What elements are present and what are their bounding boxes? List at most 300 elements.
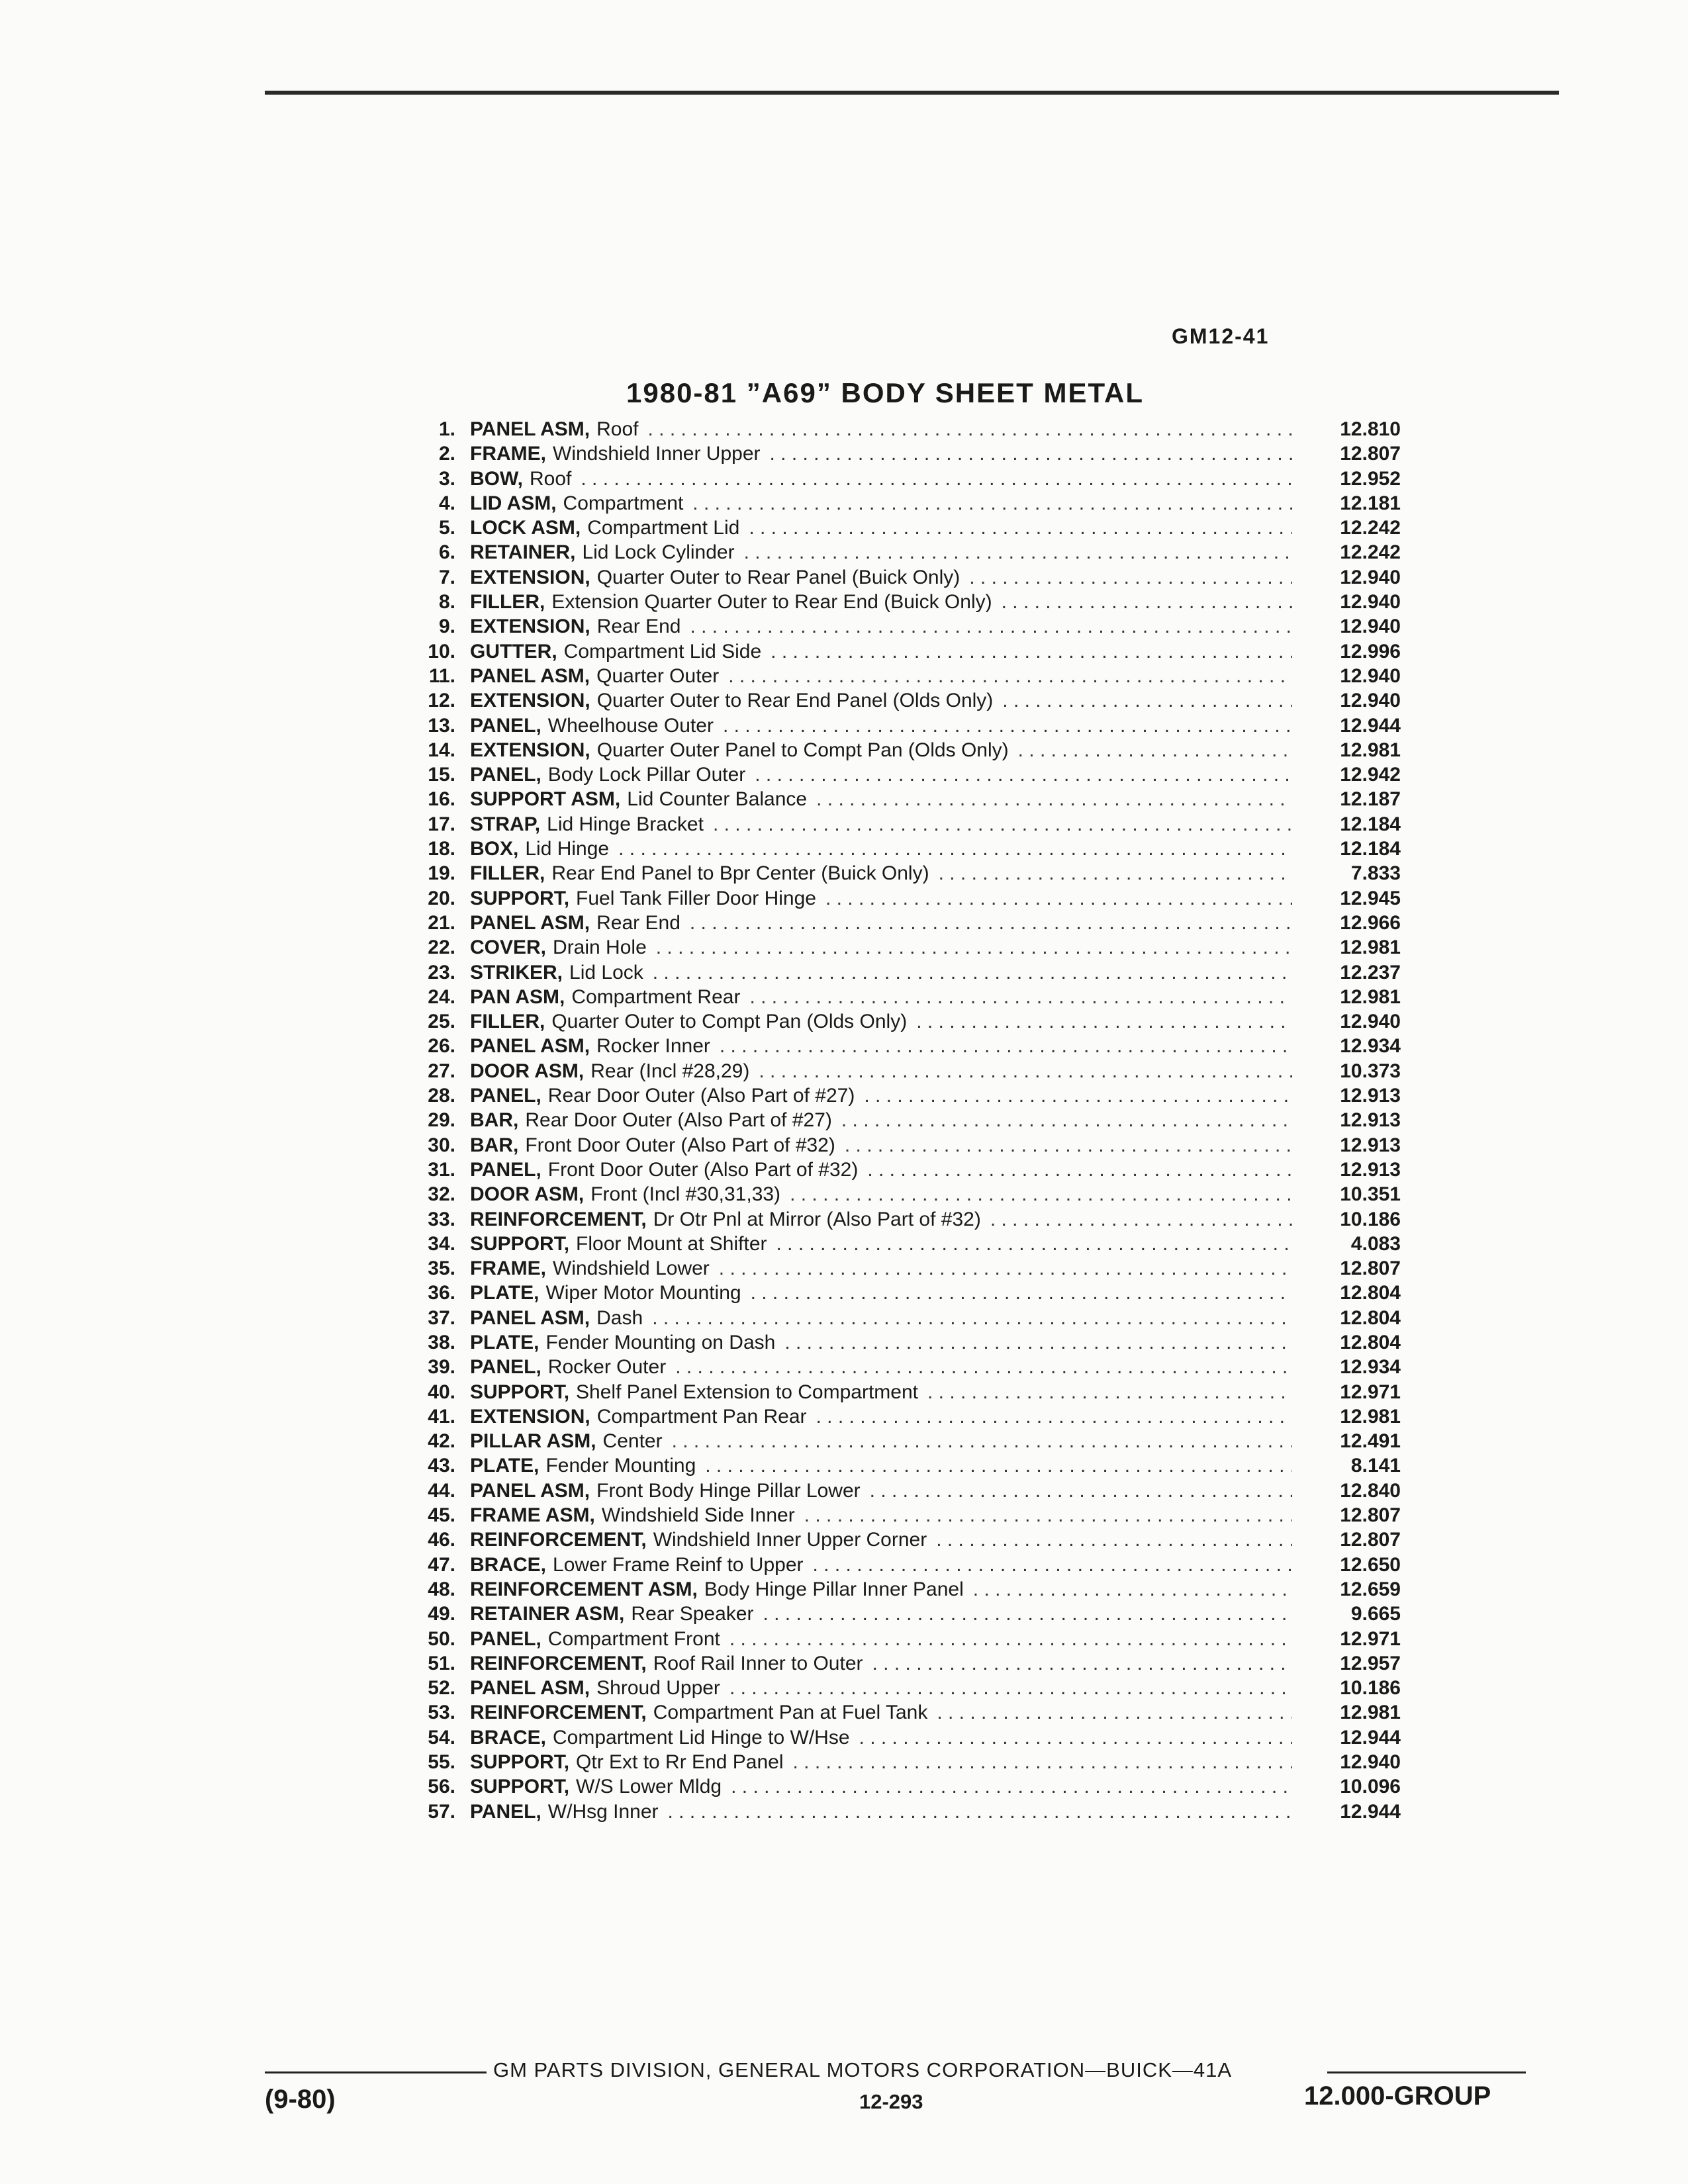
dot-leader	[784, 1330, 1292, 1355]
part-name: PANEL,	[470, 1158, 541, 1181]
part-number: 6.	[438, 541, 455, 564]
group-number: 12.971	[1340, 1627, 1401, 1650]
part-number: 38.	[428, 1331, 455, 1353]
part-name: REINFORCEMENT,	[470, 1702, 647, 1724]
part-name: BAR,	[470, 1134, 519, 1156]
part-number: 16.	[428, 788, 455, 811]
part-name: PANEL,	[470, 1085, 541, 1107]
part-number: 22.	[428, 936, 455, 959]
group-number: 12.807	[1340, 1257, 1401, 1280]
part-description: Roof	[596, 418, 639, 440]
group-number: 12.944	[1340, 1726, 1401, 1749]
part-name: PANEL ASM,	[470, 1677, 590, 1700]
part-description: Windshield Inner Upper	[553, 443, 761, 465]
parts-list	[410, 417, 1401, 1824]
part-name: GUTTER,	[470, 640, 557, 662]
group-number: 12.981	[1340, 985, 1401, 1008]
part-description: Quarter Outer Panel to Compt Pan (Olds Only)	[596, 739, 1009, 761]
part-number: 14.	[428, 739, 455, 761]
group-number: 12.996	[1340, 640, 1401, 662]
part-name: EXTENSION,	[470, 566, 590, 588]
part-row	[410, 1404, 1401, 1429]
part-row	[410, 1232, 1401, 1256]
footer-rule-left	[265, 2071, 487, 2073]
part-description: Wiper Motor Mounting	[545, 1282, 741, 1304]
dot-leader	[653, 960, 1292, 985]
group-number: 12.804	[1340, 1282, 1401, 1304]
group-number: 12.945	[1340, 887, 1401, 909]
part-name: PANEL ASM,	[470, 418, 590, 440]
group-number: 12.237	[1340, 961, 1401, 983]
part-name: REINFORCEMENT,	[470, 1529, 647, 1551]
part-description: Lower Frame Reinf to Upper	[553, 1553, 804, 1576]
dot-leader	[731, 1774, 1292, 1799]
part-description: Rocker Outer	[547, 1356, 667, 1379]
part-row	[410, 1133, 1401, 1158]
footer-date: (9-80)	[265, 2085, 336, 2114]
part-name: RETAINER ASM,	[470, 1603, 625, 1625]
group-number: 12.187	[1340, 788, 1401, 811]
part-row	[410, 1774, 1401, 1799]
part-name: REINFORCEMENT,	[470, 1652, 647, 1674]
group-number: 12.659	[1340, 1578, 1401, 1600]
part-number: 19.	[428, 862, 455, 885]
part-description: Shelf Panel Extension to Compartment	[576, 1381, 918, 1403]
part-number: 40.	[428, 1381, 455, 1403]
dot-leader	[656, 935, 1292, 960]
part-description: Extension Quarter Outer to Rear End (Buick Only)	[551, 591, 992, 614]
part-description: Windshield Side Inner	[601, 1504, 795, 1527]
part-row	[410, 590, 1401, 614]
part-name: PLATE,	[470, 1331, 539, 1353]
group-number: 12.184	[1340, 813, 1401, 835]
part-number: 51.	[428, 1652, 455, 1674]
group-number: 12.981	[1340, 1702, 1401, 1724]
part-row	[410, 1306, 1401, 1330]
part-description: Shroud Upper	[596, 1677, 720, 1700]
dot-leader	[776, 1232, 1293, 1256]
group-number: 12.807	[1340, 1504, 1401, 1527]
part-description: Dash	[596, 1306, 643, 1329]
dot-leader	[690, 614, 1292, 639]
part-description: Compartment Pan at Fuel Tank	[653, 1702, 928, 1724]
footer-group: 12.000-GROUP	[1304, 2081, 1491, 2111]
dot-leader	[720, 1034, 1292, 1058]
part-row	[410, 1429, 1401, 1453]
part-row	[410, 837, 1401, 861]
part-number: 57.	[428, 1800, 455, 1823]
group-number: 12.940	[1340, 664, 1401, 687]
part-name: BRACE,	[470, 1553, 547, 1576]
group-number: 12.981	[1340, 1405, 1401, 1428]
part-name: BRACE,	[470, 1726, 547, 1749]
part-number: 44.	[428, 1479, 455, 1502]
dot-leader	[749, 516, 1292, 540]
part-name: PANEL,	[470, 1800, 541, 1823]
part-row	[410, 713, 1401, 738]
group-number: 12.940	[1340, 1751, 1401, 1774]
dot-leader	[749, 985, 1292, 1009]
part-row	[410, 688, 1401, 713]
part-name: BOW,	[470, 467, 523, 490]
part-row	[410, 1355, 1401, 1379]
part-description: Rear End Panel to Bpr Center (Buick Only)	[551, 862, 929, 885]
dot-leader	[1002, 688, 1292, 713]
dot-leader	[771, 639, 1292, 664]
part-row	[410, 1479, 1401, 1503]
part-name: SUPPORT,	[470, 1751, 570, 1774]
part-row	[410, 886, 1401, 911]
part-row	[410, 540, 1401, 565]
dot-leader	[990, 1207, 1292, 1232]
dot-leader	[751, 1281, 1292, 1305]
group-number: 12.242	[1340, 541, 1401, 564]
dot-leader	[793, 1750, 1293, 1774]
part-number: 25.	[428, 1011, 455, 1033]
part-number: 37.	[428, 1306, 455, 1329]
part-description: Body Hinge Pillar Inner Panel	[704, 1578, 964, 1600]
page-title: 1980-81 ”A69” BODY SHEET METAL	[626, 377, 1144, 408]
dot-leader	[719, 1256, 1292, 1281]
part-name: PANEL ASM,	[470, 664, 590, 687]
dot-leader	[804, 1503, 1292, 1527]
part-name: PANEL ASM,	[470, 1306, 590, 1329]
part-number: 28.	[428, 1085, 455, 1107]
part-description: Front (Incl #30,31,33)	[590, 1183, 781, 1206]
part-number: 23.	[428, 961, 455, 983]
part-row	[410, 1158, 1401, 1182]
part-number: 52.	[428, 1677, 455, 1700]
group-number: 12.807	[1340, 1529, 1401, 1551]
dot-leader	[916, 1009, 1292, 1034]
part-description: Compartment Lid Side	[563, 640, 762, 662]
part-row	[410, 762, 1401, 787]
part-number: 9.	[438, 615, 455, 638]
dot-leader	[618, 837, 1292, 861]
part-row	[410, 1380, 1401, 1404]
group-number: 12.942	[1340, 764, 1401, 786]
dot-leader	[813, 1553, 1292, 1577]
part-description: Compartment Front	[547, 1627, 720, 1650]
part-name: PAN ASM,	[470, 985, 565, 1008]
part-number: 36.	[428, 1282, 455, 1304]
part-description: Fender Mounting on Dash	[545, 1331, 776, 1353]
group-number: 12.971	[1340, 1381, 1401, 1403]
part-row	[410, 1651, 1401, 1676]
part-name: PANEL ASM,	[470, 1035, 590, 1058]
part-name: SUPPORT,	[470, 1381, 570, 1403]
dot-leader	[763, 1602, 1292, 1626]
part-description: Rocker Inner	[596, 1035, 710, 1058]
part-description: Roof	[530, 467, 572, 490]
part-row	[410, 664, 1401, 688]
dot-leader	[759, 1059, 1292, 1083]
dot-leader	[867, 1158, 1292, 1182]
dot-leader	[668, 1799, 1292, 1824]
part-row	[410, 1799, 1401, 1824]
dot-leader	[713, 812, 1292, 837]
part-row	[410, 639, 1401, 664]
part-description: W/Hsg Inner	[547, 1800, 659, 1823]
part-number: 12.	[428, 690, 455, 712]
part-name: SUPPORT,	[470, 1232, 570, 1255]
dot-leader	[690, 911, 1292, 935]
part-description: Compartment Lid	[587, 517, 740, 539]
part-row	[410, 565, 1401, 590]
group-number: 12.944	[1340, 714, 1401, 737]
part-number: 18.	[428, 838, 455, 860]
part-name: EXTENSION,	[470, 615, 590, 638]
part-description: Front Door Outer (Also Part of #32)	[525, 1134, 835, 1156]
part-description: Compartment Pan Rear	[596, 1405, 807, 1428]
part-name: PANEL ASM,	[470, 911, 590, 934]
dot-leader	[870, 1479, 1292, 1503]
part-number: 17.	[428, 813, 455, 835]
part-name: PILLAR ASM,	[470, 1430, 596, 1453]
part-description: Center	[602, 1430, 663, 1453]
part-number: 39.	[428, 1356, 455, 1379]
dot-leader	[728, 664, 1292, 688]
part-row	[410, 1083, 1401, 1108]
part-number: 5.	[438, 517, 455, 539]
part-description: Drain Hole	[553, 936, 647, 959]
part-name: DOOR ASM,	[470, 1060, 585, 1082]
group-number: 12.804	[1340, 1306, 1401, 1329]
part-row	[410, 1034, 1401, 1058]
part-description: Quarter Outer to Rear End Panel (Olds Only)	[596, 690, 994, 712]
part-number: 30.	[428, 1134, 455, 1156]
part-number: 47.	[428, 1553, 455, 1576]
part-name: RETAINER,	[470, 541, 576, 564]
footer-corporation: GM PARTS DIVISION, GENERAL MOTORS CORPORATION—BUICK—41A	[493, 2058, 1233, 2081]
part-description: Rear (Incl #28,29)	[590, 1060, 750, 1082]
part-number: 56.	[428, 1776, 455, 1798]
part-row	[410, 614, 1401, 639]
group-number: 12.804	[1340, 1331, 1401, 1353]
part-row	[410, 787, 1401, 811]
group-number: 10.373	[1340, 1060, 1401, 1082]
group-number: 12.913	[1340, 1158, 1401, 1181]
part-name: COVER,	[470, 936, 547, 959]
part-row	[410, 1281, 1401, 1305]
dot-leader	[872, 1651, 1292, 1676]
part-row	[410, 1750, 1401, 1774]
part-description: Fuel Tank Filler Door Hinge	[576, 887, 816, 909]
part-row	[410, 1553, 1401, 1577]
part-number: 33.	[428, 1208, 455, 1230]
part-name: STRAP,	[470, 813, 541, 835]
part-number: 4.	[438, 492, 455, 514]
part-description: W/S Lower Mldg	[576, 1776, 722, 1798]
footer-rule-right	[1327, 2071, 1526, 2073]
part-number: 32.	[428, 1183, 455, 1206]
group-number: 12.966	[1340, 911, 1401, 934]
part-description: Rear End	[596, 615, 681, 638]
part-description: Lid Hinge	[525, 838, 610, 860]
part-description: Qtr Ext to Rr End Panel	[576, 1751, 784, 1774]
part-name: FRAME ASM,	[470, 1504, 595, 1527]
group-number: 10.186	[1340, 1677, 1401, 1700]
part-row	[410, 1330, 1401, 1355]
part-row	[410, 1453, 1401, 1478]
part-row	[410, 1602, 1401, 1626]
dot-leader	[675, 1355, 1292, 1379]
part-row	[410, 738, 1401, 762]
part-name: EXTENSION,	[470, 739, 590, 761]
part-name: REINFORCEMENT,	[470, 1208, 647, 1230]
group-number: 10.186	[1340, 1208, 1401, 1230]
part-name: BAR,	[470, 1109, 519, 1132]
part-row	[410, 1725, 1401, 1750]
part-number: 45.	[428, 1504, 455, 1527]
part-row	[410, 960, 1401, 985]
part-name: FILLER,	[470, 591, 545, 614]
dot-leader	[936, 1527, 1292, 1552]
part-number: 42.	[428, 1430, 455, 1453]
part-number: 49.	[428, 1603, 455, 1625]
part-number: 46.	[428, 1529, 455, 1551]
part-number: 53.	[428, 1702, 455, 1724]
part-number: 34.	[428, 1232, 455, 1255]
part-number: 2.	[438, 443, 455, 465]
part-description: Windshield Lower	[553, 1257, 710, 1280]
part-number: 35.	[428, 1257, 455, 1280]
part-name: SUPPORT ASM,	[470, 788, 621, 811]
part-number: 41.	[428, 1405, 455, 1428]
group-number: 12.957	[1340, 1652, 1401, 1674]
part-number: 31.	[428, 1158, 455, 1181]
part-row	[410, 812, 1401, 837]
dot-leader	[652, 1306, 1292, 1330]
dot-leader	[729, 1676, 1292, 1700]
part-number: 21.	[428, 911, 455, 934]
part-name: DOOR ASM,	[470, 1183, 585, 1206]
dot-leader	[816, 1404, 1292, 1429]
dot-leader	[841, 1108, 1292, 1132]
part-description: Lid Lock	[569, 961, 643, 983]
part-description: Lid Lock Cylinder	[582, 541, 735, 564]
part-number: 54.	[428, 1726, 455, 1749]
part-name: EXTENSION,	[470, 1405, 590, 1428]
dot-leader	[864, 1083, 1292, 1108]
part-description: Compartment Rear	[571, 985, 741, 1008]
part-number: 43.	[428, 1455, 455, 1477]
part-row	[410, 1627, 1401, 1651]
part-name: FRAME,	[470, 1257, 546, 1280]
part-description: Rear Door Outer (Also Part of #27)	[547, 1085, 855, 1107]
part-description: Lid Counter Balance	[627, 788, 808, 811]
part-number: 1.	[438, 418, 455, 440]
part-row	[410, 1503, 1401, 1527]
dot-leader	[969, 565, 1292, 590]
group-number: 12.952	[1340, 467, 1401, 490]
part-number: 13.	[428, 714, 455, 737]
dot-leader	[723, 713, 1292, 738]
top-rule	[265, 91, 1559, 95]
dot-leader	[648, 417, 1292, 441]
part-number: 15.	[428, 764, 455, 786]
part-description: Fender Mounting	[545, 1455, 696, 1477]
group-number: 4.083	[1350, 1232, 1401, 1255]
group-number: 12.913	[1340, 1109, 1401, 1132]
part-name: PANEL ASM,	[470, 1479, 590, 1502]
part-row	[410, 1108, 1401, 1132]
part-description: Body Lock Pillar Outer	[547, 764, 746, 786]
footer-page-number: 12-293	[859, 2090, 923, 2113]
group-number: 12.940	[1340, 566, 1401, 588]
part-name: BOX,	[470, 838, 519, 860]
dot-leader	[705, 1453, 1292, 1478]
part-row	[410, 1577, 1401, 1602]
group-number: 8.141	[1350, 1455, 1401, 1477]
part-row	[410, 911, 1401, 935]
part-description: Lid Hinge Bracket	[547, 813, 704, 835]
part-row	[410, 467, 1401, 491]
part-number: 11.	[428, 664, 455, 687]
part-description: Quarter Outer	[596, 664, 720, 687]
part-name: FILLER,	[470, 1011, 545, 1033]
part-description: Compartment	[563, 492, 684, 514]
part-description: Rear Speaker	[631, 1603, 754, 1625]
part-row	[410, 1700, 1401, 1725]
part-description: Windshield Inner Upper Corner	[653, 1529, 927, 1551]
part-row	[410, 441, 1401, 466]
part-number: 20.	[428, 887, 455, 909]
group-number: 12.810	[1340, 418, 1401, 440]
dot-leader	[859, 1725, 1292, 1750]
part-description: Front Body Hinge Pillar Lower	[596, 1479, 861, 1502]
section-code: GM12-41	[1172, 324, 1270, 348]
part-number: 7.	[438, 566, 455, 588]
group-number: 12.491	[1340, 1430, 1401, 1453]
group-number: 12.650	[1340, 1553, 1401, 1576]
part-name: STRIKER,	[470, 961, 563, 983]
group-number: 12.242	[1340, 517, 1401, 539]
part-number: 50.	[428, 1627, 455, 1650]
part-description: Compartment Lid Hinge to W/Hse	[553, 1726, 850, 1749]
part-description: Dr Otr Pnl at Mirror (Also Part of #32)	[653, 1208, 981, 1230]
group-number: 12.181	[1340, 492, 1401, 514]
part-row	[410, 1059, 1401, 1083]
group-number: 12.934	[1340, 1356, 1401, 1379]
part-description: Wheelhouse Outer	[547, 714, 714, 737]
part-number: 29.	[428, 1109, 455, 1132]
part-name: FILLER,	[470, 862, 545, 885]
dot-leader	[973, 1577, 1292, 1602]
part-number: 27.	[428, 1060, 455, 1082]
part-number: 24.	[428, 985, 455, 1008]
group-number: 9.665	[1350, 1603, 1401, 1625]
group-number: 12.913	[1340, 1085, 1401, 1107]
part-name: SUPPORT,	[470, 1776, 570, 1798]
group-number: 12.840	[1340, 1479, 1401, 1502]
group-number: 10.096	[1340, 1776, 1401, 1798]
part-description: Quarter Outer to Rear Panel (Buick Only)	[596, 566, 961, 588]
part-number: 26.	[428, 1035, 455, 1058]
group-number: 12.981	[1340, 739, 1401, 761]
part-name: PLATE,	[470, 1282, 539, 1304]
group-number: 12.981	[1340, 936, 1401, 959]
part-description: Rear Door Outer (Also Part of #27)	[525, 1109, 832, 1132]
part-number: 8.	[438, 591, 455, 614]
part-row	[410, 1182, 1401, 1206]
dot-leader	[790, 1182, 1292, 1206]
part-row	[410, 1676, 1401, 1700]
part-row	[410, 417, 1401, 441]
dot-leader	[1002, 590, 1292, 614]
dot-leader	[581, 467, 1292, 491]
dot-leader	[939, 861, 1292, 886]
